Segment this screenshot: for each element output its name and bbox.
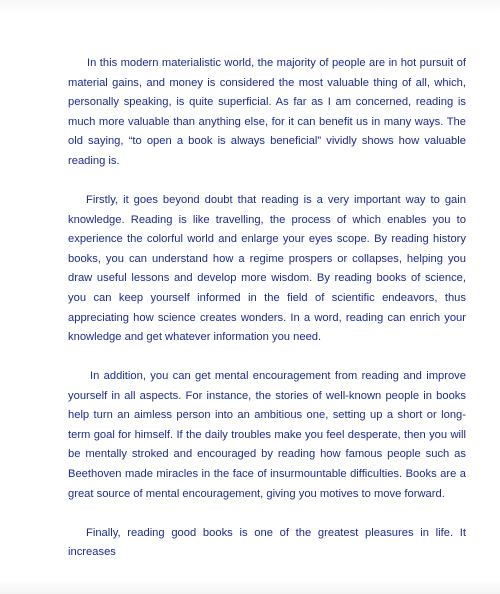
document-body [68, 54, 466, 563]
paragraph-intro: In this modern materialistic world, the majority of people are in hot pursuit of material gains, and money is considered the most valuable thing of all, which, personally speaking, is quite superficial. As far as I am concerned, reading is much more valuable than anything else, for it can benefit us in many ways. The old saying, “to open a book is always beneficial” vividly shows how valuable reading is. [68, 57, 466, 167]
paragraph-in-addition: In addition, you can get mental encouragement from reading and improve yourself in all aspects. For instance, the stories of well-known people in books help turn an aimless person into an ambitious one, setting up a short or long-term goal for himself. If the daily troubles make you feel desperate, then you will be mentally stroked and encouraged by reading how famous people such as Beethoven made miracles in the face of insurmountable difficulties. Books are a great source of mental encouragement, giving you motives to move forward. [68, 370, 466, 500]
paragraph-firstly: Firstly, it goes beyond doubt that reading is a very important way to gain knowledge. Reading is like travelling, the process of which enables you to experience the colorful world and enlarge your eyes scope. By reading history books, you can understand how a regime prospers or collapses, helping you draw useful lessons and develop more wisdom. By reading books of science, you can keep yourself informed in the field of scientific endeavors, thus appreciating how science creates wonders. In a word, reading can enrich your knowledge and get whatever information you need. [68, 193, 466, 344]
paragraph-finally: Finally, reading good books is one of the greatest pleasures in life. It increases [68, 526, 466, 559]
